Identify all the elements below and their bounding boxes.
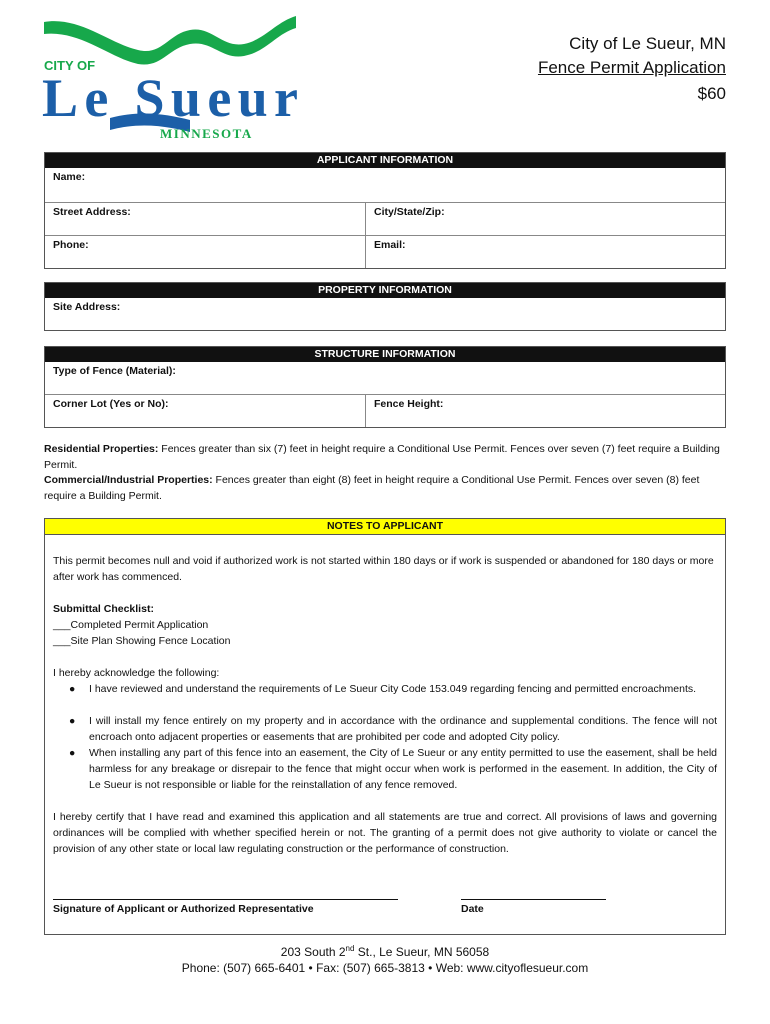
email-field[interactable]: Email: (365, 236, 725, 268)
footer-address (0, 944, 770, 959)
bullet-separator: • (308, 961, 313, 975)
city-state-zip-field[interactable]: City/State/Zip: (365, 203, 725, 235)
residential-label: Residential Properties: (44, 443, 159, 455)
site-address-field[interactable]: Site Address: (53, 301, 121, 313)
bullet-text: I have reviewed and understand the requirements of Le Sueur City Code 153.049 regarding fencing and permitted encroachments. (89, 683, 697, 695)
fence-height-field[interactable]: Fence Height: (365, 395, 725, 427)
applicant-heading: APPLICANT INFORMATION (45, 153, 725, 168)
notes-heading: NOTES TO APPLICANT (45, 519, 725, 535)
bullet-icon: ● (69, 715, 76, 727)
checklist-title: Submittal Checklist: (53, 603, 154, 615)
corner-lot-field[interactable]: Corner Lot (Yes or No): (53, 398, 169, 410)
page-title: Fence Permit Application (537, 58, 726, 77)
footer-fax: Fax: (507) 665-3813 (316, 961, 425, 975)
signature-label: Signature of Applicant or Authorized Representative (53, 903, 314, 915)
city-name: City of Le Sueur, MN (569, 34, 726, 53)
logo-city-of: CITY OF (44, 58, 96, 73)
bullet-icon: ● (69, 683, 76, 695)
date-label: Date (461, 903, 484, 915)
commercial-rule (44, 473, 728, 504)
acknowledge-text: I hereby acknowledge the following: (53, 667, 220, 679)
name-field[interactable]: Name: (53, 171, 86, 183)
property-section (44, 282, 726, 331)
property-rules (44, 442, 728, 504)
bullet-icon: ● (69, 747, 76, 759)
signature-line[interactable] (53, 899, 398, 900)
commercial-label: Commercial/Industrial Properties: (44, 474, 213, 486)
address-post: St., Le Sueur, MN 56058 (354, 945, 490, 959)
logo-graphic (40, 14, 302, 142)
bullet-text: When installing any part of this fence into an easement, the City of Le Sueur or any entity permitted to use the easement, shall be held harmless for any breakage or disrepair to the fence that might occur when work is performed in the easement. In addition, the City of Le Sueur is not responsible or liable for the reinstallation of any fence removed. (89, 747, 717, 791)
checklist-item: ___Site Plan Showing Fence Location (53, 635, 231, 647)
bullet-separator: • (428, 961, 433, 975)
ack-bullet (69, 713, 717, 745)
logo-minnesota: MINNESOTA (160, 126, 253, 141)
structure-section (44, 346, 726, 428)
bullet-text: I will install my fence entirely on my property and in accordance with the ordinance and supplemental conditions. The fence will not encroach onto adjacent properties or easements that are prohibited per code and adopted City policy. (89, 715, 717, 743)
certify-text: I hereby certify that I have read and examined this application and all statements are true and correct. All provisions of laws and governing ordinances will be complied with whether specified herein or not. The granting of a permit does not give authority to violate or cancel the provision of any other state or local law regulating construction or the performance of construction. (53, 811, 717, 855)
ack-bullet (69, 745, 717, 793)
checklist-item: ___Completed Permit Application (53, 619, 209, 631)
date-line[interactable] (461, 899, 606, 900)
fence-type-field[interactable]: Type of Fence (Material): (53, 365, 176, 377)
address-pre: 203 South 2 (280, 945, 346, 959)
residential-text: Fences greater than six (7) feet in height require a Conditional Use Permit. Fences over seven (7) feet require a Building Permit. (44, 443, 720, 471)
commercial-text: Fences greater than eight (8) feet in height require a Conditional Use Permit. Fences over seven (8) feet require a Building Permit. (44, 474, 700, 502)
applicant-section (44, 152, 726, 269)
notes-section (44, 518, 726, 935)
permit-fee: $60 (697, 84, 726, 103)
phone-field[interactable]: Phone: (53, 239, 89, 251)
street-address-field[interactable]: Street Address: (53, 206, 131, 218)
footer-web[interactable]: Web: www.cityoflesueur.com (435, 961, 589, 975)
logo-le-sueur: Le Sueur (42, 68, 298, 128)
residential-rule (44, 442, 728, 473)
footer-contact (0, 961, 770, 975)
ack-bullet (69, 681, 717, 697)
null-void-text: This permit becomes null and void if authorized work is not started within 180 days or if work is suspended or abandoned for 180 days or more after work has commenced. (53, 555, 714, 583)
address-sup: nd (345, 944, 355, 953)
city-logo (40, 14, 302, 142)
structure-heading: STRUCTURE INFORMATION (45, 347, 725, 362)
property-heading: PROPERTY INFORMATION (45, 283, 725, 298)
footer-phone: Phone: (507) 665-6401 (181, 961, 306, 975)
